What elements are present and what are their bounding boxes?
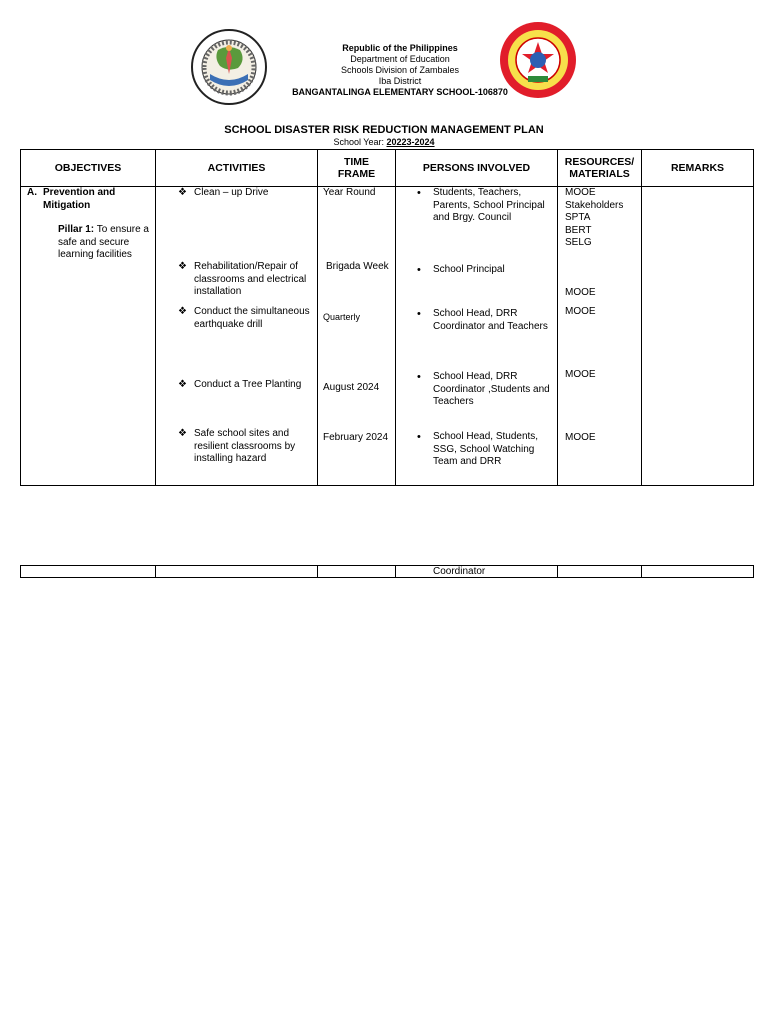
school-seal-icon — [498, 20, 578, 100]
resources-text: MOOE — [565, 369, 596, 380]
continuation-text: Coordinator — [433, 566, 486, 577]
header-remarks — [642, 150, 754, 187]
pillar-label: Pillar 1: — [58, 224, 95, 235]
header-resources — [558, 150, 642, 187]
person-text: School Head, Students, SSG, School Watching Team and DRR — [433, 431, 539, 467]
continuation-time-cell — [318, 566, 396, 578]
time-frame-text: Quarterly — [323, 312, 361, 322]
dot-bullet-icon: • — [417, 308, 421, 320]
resources-text: MOOE — [565, 306, 596, 317]
time-frame-text: Year Round — [323, 187, 376, 198]
dot-bullet-icon: • — [417, 187, 421, 199]
table-row — [21, 566, 754, 578]
resources-cell — [558, 187, 642, 486]
activity-item — [178, 187, 319, 200]
objective-title — [27, 187, 153, 212]
republic-line: Republic of the Philippines — [342, 43, 458, 53]
activities-cell — [156, 187, 318, 486]
persons-cell — [396, 187, 558, 486]
activity-text: Rehabilitation/Repair of classrooms and electrical installation — [194, 261, 307, 297]
plan-title: SCHOOL DISASTER RISK REDUCTION MANAGEMENT PLAN — [224, 124, 544, 136]
header-persons — [396, 150, 558, 187]
time-frame-text: August 2024 — [323, 382, 380, 393]
header-time-frame — [318, 150, 396, 187]
objectives-cell — [21, 187, 156, 486]
activity-text: Conduct the simultaneous earthquake drill — [194, 306, 310, 330]
person-text: School Principal — [433, 264, 505, 275]
header-activities-label: ACTIVITIES — [207, 162, 266, 174]
table-header-row — [21, 150, 754, 187]
resources-text: MOOE Stakeholders SPTA BERT SELG — [565, 187, 624, 248]
person-text: School Head, DRR Coordinator and Teachers — [433, 308, 548, 332]
objective-letter: A. — [27, 187, 37, 198]
school-year-label: School Year: — [333, 137, 387, 147]
dot-bullet-icon: • — [417, 264, 421, 276]
pillar-text: To ensure a safe and secure learning facilities — [58, 224, 149, 260]
diamond-bullet-icon: ❖ — [178, 379, 187, 390]
activity-item — [178, 379, 319, 392]
drrm-plan-table — [20, 149, 754, 486]
header-time-label: TIME — [343, 156, 370, 168]
resources-text: MOOE — [565, 287, 596, 298]
school-name-line: BANGANTALINGA ELEMENTARY SCHOOL-106870 — [292, 87, 508, 97]
continuation-table — [20, 565, 754, 578]
time-frame-cell — [318, 187, 396, 486]
person-text: School Head, DRR Coordinator ,Students and Teachers — [433, 371, 550, 407]
diamond-bullet-icon: ❖ — [178, 306, 187, 317]
objective-title-text: Prevention and Mitigation — [43, 187, 116, 211]
diamond-bullet-icon: ❖ — [178, 187, 187, 198]
continuation-persons-cell — [396, 566, 558, 578]
diamond-bullet-icon: ❖ — [178, 261, 187, 272]
header-materials-label: MATERIALS — [569, 168, 630, 180]
pillar-description — [58, 224, 154, 262]
continuation-activities-cell — [156, 566, 318, 578]
resources-text: MOOE — [565, 432, 596, 443]
activity-text: Safe school sites and resilient classrooms by installing hazard — [194, 428, 296, 464]
header-remarks-label: REMARKS — [670, 162, 725, 174]
time-frame-text: February 2024 — [323, 432, 389, 443]
remarks-cell — [642, 187, 754, 486]
header-resources-label: RESOURCES/ — [564, 156, 635, 168]
continuation-objectives-cell — [21, 566, 156, 578]
division-line: Schools Division of Zambales — [340, 65, 460, 75]
dot-bullet-icon: • — [417, 371, 421, 383]
activity-item — [178, 261, 319, 299]
school-year-value: 20223-2024 — [386, 137, 435, 147]
activity-text: Conduct a Tree Planting — [194, 379, 302, 390]
person-text: Students, Teachers, Parents, School Principal and Brgy. Council — [433, 187, 545, 223]
department-line: Department of Education — [350, 54, 450, 64]
time-frame-text: Brigada Week — [326, 261, 389, 272]
person-item — [417, 431, 551, 469]
table-row — [21, 187, 754, 486]
school-year — [0, 137, 768, 147]
header-frame-label: FRAME — [337, 168, 376, 180]
header-activities — [156, 150, 318, 187]
person-item — [417, 187, 551, 225]
person-item — [417, 308, 551, 333]
document-header — [0, 0, 768, 120]
district-line: Iba District — [378, 76, 422, 86]
header-objectives-label: OBJECTIVES — [54, 162, 122, 174]
activity-text: Clean – up Drive — [194, 187, 269, 198]
person-item — [417, 264, 551, 277]
activity-item — [178, 428, 319, 466]
dot-bullet-icon: • — [417, 431, 421, 443]
person-item — [417, 371, 551, 409]
continuation-remarks-cell — [642, 566, 754, 578]
header-persons-label: PERSONS INVOLVED — [422, 162, 531, 174]
activity-item — [178, 306, 319, 331]
continuation-resources-cell — [558, 566, 642, 578]
header-objectives — [21, 150, 156, 187]
diamond-bullet-icon: ❖ — [178, 428, 187, 439]
